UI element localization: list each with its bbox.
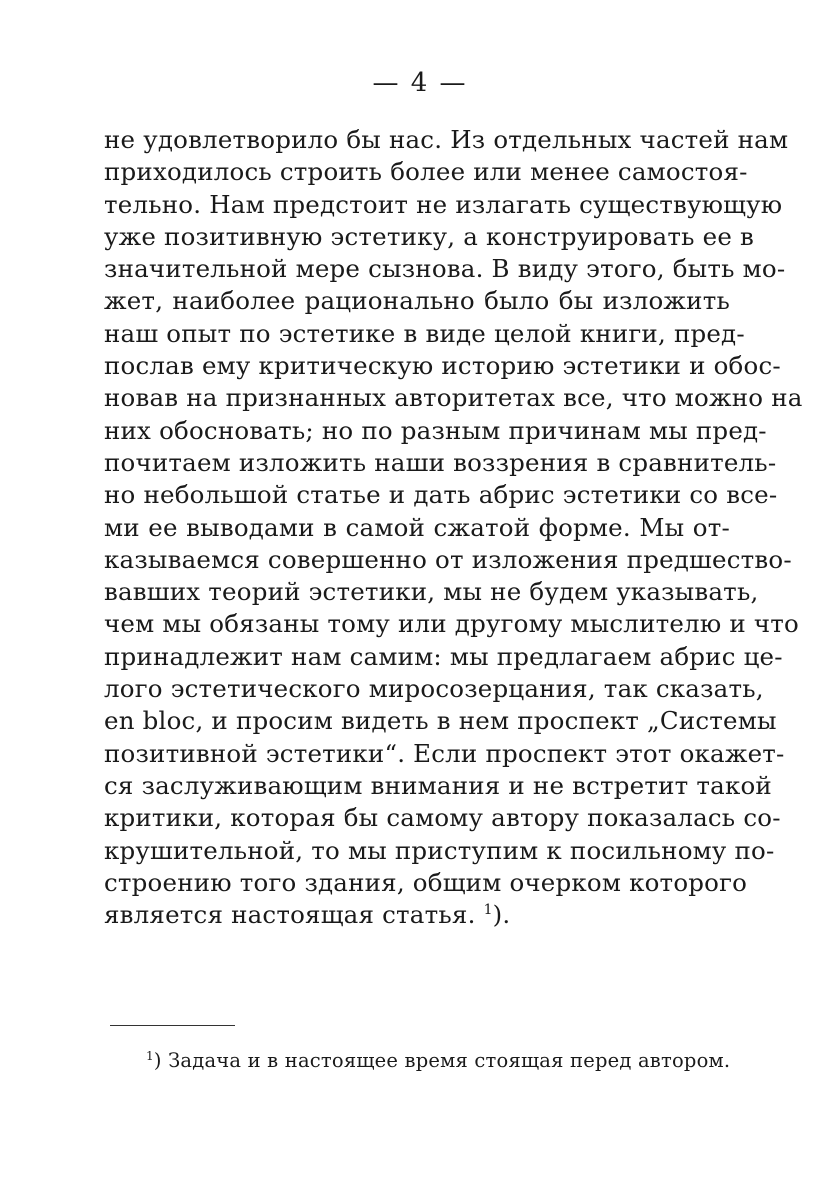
text-line: критики, которая бы самому автору показалась со- bbox=[104, 803, 781, 833]
last-line-text: является настоящая статья. bbox=[104, 900, 476, 930]
text-line: жет, наиболее рационально было бы изложить bbox=[104, 286, 730, 316]
footnote-marker: 1 bbox=[146, 1049, 154, 1063]
text-line: новав на признанных авторитетах все, что можно на bbox=[104, 383, 803, 413]
footnote-marker-close: ) bbox=[153, 1049, 162, 1072]
text-line: чем мы обязаны тому или другому мыслителю и что bbox=[104, 609, 799, 639]
text-line: почитаем изложить наши воззрения в сравнитель- bbox=[104, 447, 777, 477]
text-line: позитивной эстетики“. Если проспект этот окажет- bbox=[104, 738, 785, 768]
text-line-last bbox=[104, 899, 730, 931]
text-line: строению того здания, общим очерком которого bbox=[104, 867, 748, 897]
footnote-divider bbox=[110, 1025, 235, 1026]
text-line: en bloc, и просим видеть в нем проспект „Системы bbox=[104, 706, 777, 736]
text-line: ся заслуживающим внимания и не встретит такой bbox=[104, 770, 772, 800]
text-line: послав ему критическую историю эстетики и обос- bbox=[104, 351, 781, 381]
text-line: ми ее выводами в самой сжатой форме. Мы от- bbox=[104, 512, 730, 542]
text-line: уже позитивную эстетику, а конструировать ее в bbox=[104, 221, 755, 251]
text-line: принадлежит нам самим: мы предлагаем абрис це- bbox=[104, 641, 783, 671]
text-line: наш опыт по эстетике в виде целой книги, пред- bbox=[104, 318, 745, 348]
text-line: казываемся совершенно от изложения предшество- bbox=[104, 544, 792, 574]
text-line: них обосновать; но по разным причинам мы пред- bbox=[104, 415, 767, 445]
text-line: крушительной, то мы приступим к посильному по- bbox=[104, 835, 775, 865]
footnote-text: Задача и в настоящее время стоящая перед автором. bbox=[168, 1049, 731, 1072]
text-line: лого эстетического миросозерцания, так сказать, bbox=[104, 674, 764, 704]
footnote bbox=[146, 1048, 730, 1074]
page-number: — 4 — bbox=[372, 68, 468, 98]
text-line: но небольшой статье и дать абрис эстетики со все- bbox=[104, 480, 778, 510]
text-line: приходилось строить более или менее самостоя- bbox=[104, 157, 748, 187]
main-text-block bbox=[104, 124, 803, 931]
text-line: тельно. Нам предстоит не излагать существующую bbox=[104, 189, 783, 219]
footnote-reference[interactable]: 1 bbox=[483, 902, 493, 919]
text-line: вавших теорий эстетики, мы не будем указывать, bbox=[104, 577, 759, 607]
text-line: не удовлетворило бы нас. Из отдельных частей нам bbox=[104, 125, 789, 154]
footnote-reference-close: ). bbox=[492, 900, 511, 930]
text-line: значительной мере сызнова. В виду этого, быть мо- bbox=[104, 254, 786, 284]
